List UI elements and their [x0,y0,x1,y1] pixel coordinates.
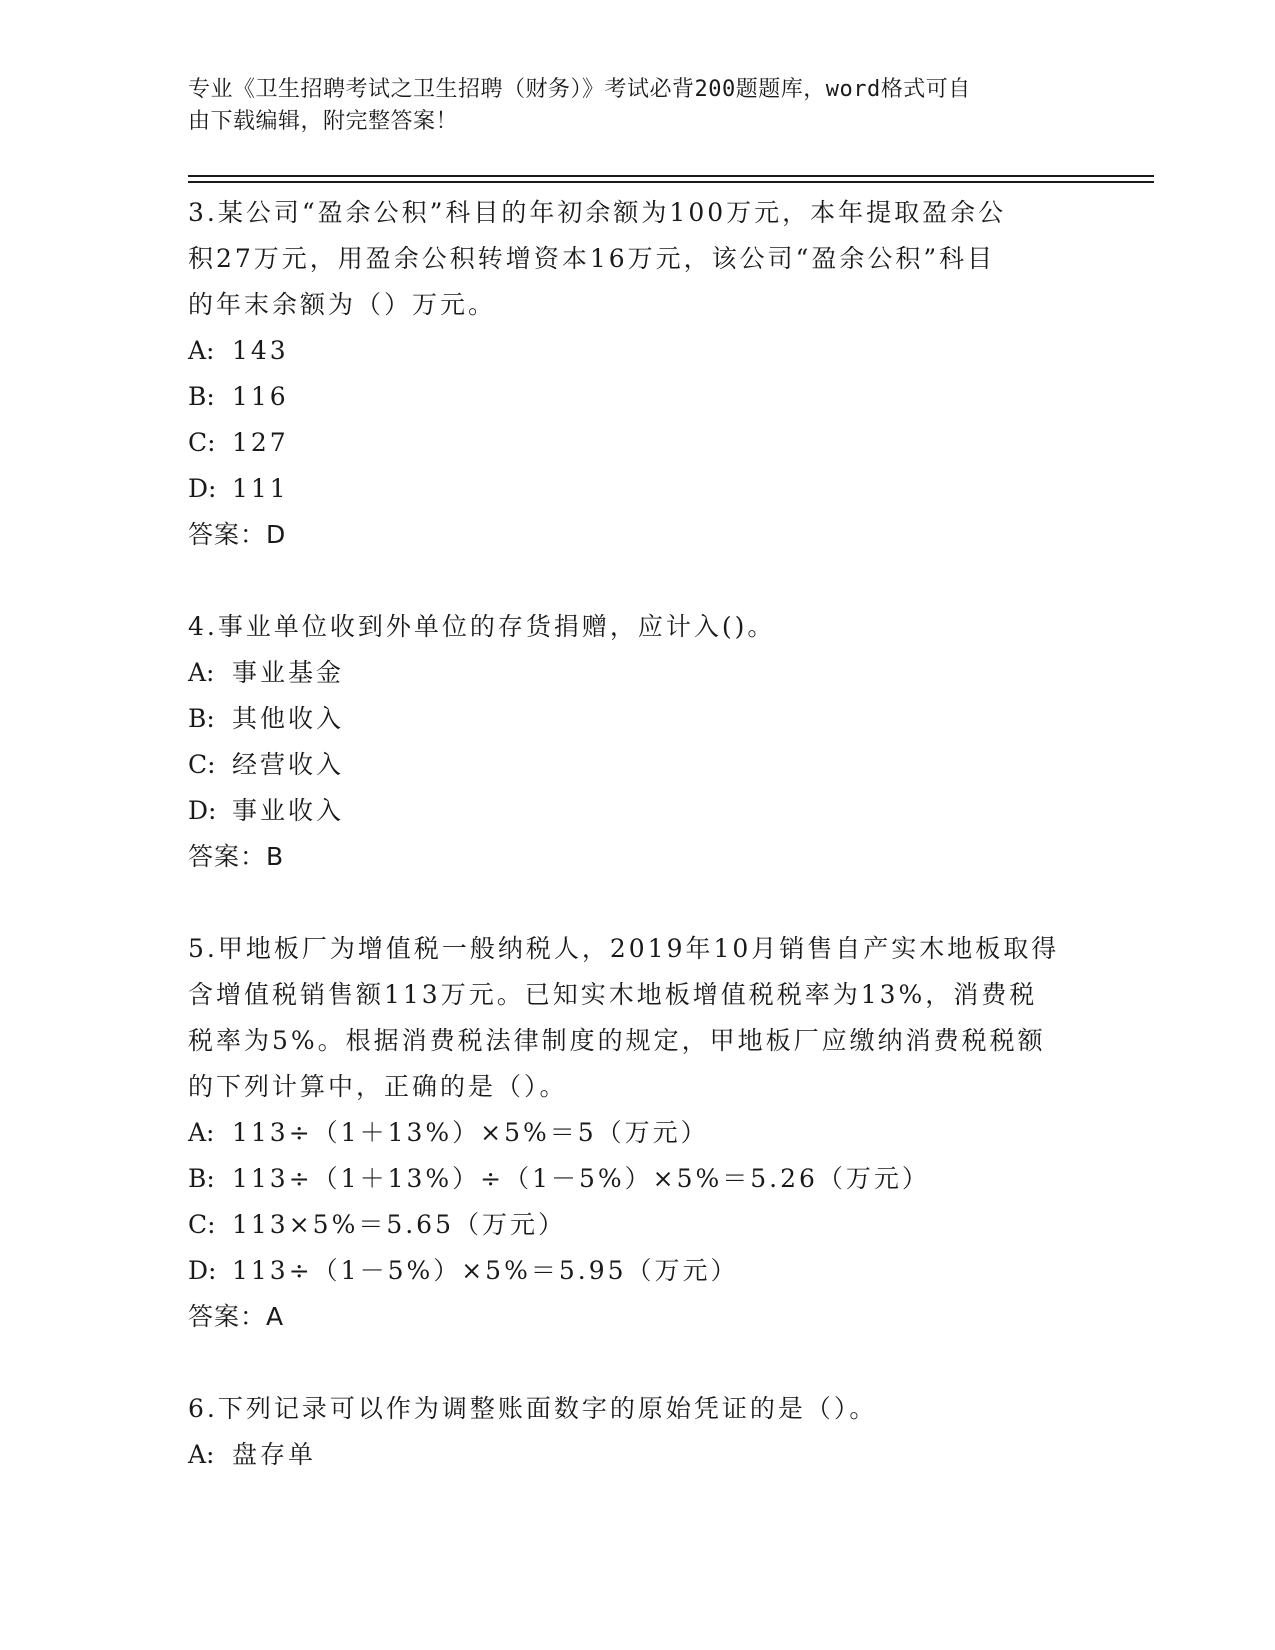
header-divider-top [188,175,1154,177]
option-text: 143 [232,336,289,365]
answer-line: 答案：A [188,1302,285,1331]
option-d [188,466,1088,512]
option-key: B: [188,704,215,733]
question-stem-line: 税率为5%。根据消费税法律制度的规定，甲地板厂应缴纳消费税税额 [188,1026,1046,1055]
question-stem-line: 的年末余额为（）万元。 [188,290,497,319]
answer-line: 答案：D [188,520,287,549]
question-list [188,190,1088,1478]
spacer [188,1340,1088,1386]
option-b [188,696,1088,742]
option-key: B: [188,1164,215,1193]
spacer [188,880,1088,926]
option-d [188,788,1088,834]
option-text: 111 [232,474,289,503]
option-c [188,1202,1088,1248]
option-text: 事业基金 [232,658,345,687]
option-key: A: [188,1440,215,1469]
header-line-2: 由下载编辑，附完整答案！ [188,109,459,134]
answer-line: 答案：B [188,842,285,871]
option-text: 盘存单 [232,1440,317,1469]
header-line-1: 专业《卫生招聘考试之卫生招聘（财务）》考试必背200题题库，word格式可自 [188,77,971,102]
option-key: D: [188,474,217,503]
option-key: D: [188,1256,217,1285]
option-text: 127 [232,428,289,457]
option-text: 113÷（1＋13%）÷（1－5%）×5%＝5.26（万元） [232,1164,930,1193]
option-a [188,328,1088,374]
option-key: A: [188,658,215,687]
option-key: C: [188,428,216,457]
question-3 [188,190,1088,558]
question-stem-line: 3.某公司“盈余公积”科目的年初余额为100万元，本年提取盈余公 [188,198,1007,227]
question-stem-line: 的下列计算中，正确的是（）。 [188,1072,568,1101]
option-text: 116 [232,382,289,411]
question-stem-line: 积27万元，用盈余公积转增资本16万元，该公司“盈余公积”科目 [188,244,996,273]
question-stem-line: 含增值税销售额113万元。已知实木地板增值税税率为13%，消费税 [188,980,1038,1009]
option-d [188,1248,1088,1294]
question-5 [188,926,1088,1340]
option-text: 113×5%＝5.65（万元） [232,1210,566,1239]
option-a [188,1432,1088,1478]
option-text: 事业收入 [232,796,345,825]
option-key: C: [188,750,216,779]
option-b [188,374,1088,420]
option-text: 113÷（1＋13%）×5%＝5（万元） [232,1118,709,1147]
option-b [188,1156,1088,1202]
option-text: 其他收入 [232,704,345,733]
question-stem-line: 5.甲地板厂为增值税一般纳税人，2019年10月销售自产实木地板取得 [188,934,1060,963]
option-key: A: [188,336,215,365]
option-c [188,742,1088,788]
question-stem-line: 4.事业单位收到外单位的存货捐赠，应计入()。 [188,612,776,641]
option-key: D: [188,796,217,825]
question-6 [188,1386,1088,1478]
option-a [188,650,1088,696]
option-c [188,420,1088,466]
question-4 [188,604,1088,880]
option-key: B: [188,382,215,411]
option-key: C: [188,1210,216,1239]
option-text: 113÷（1－5%）×5%＝5.95（万元） [232,1256,739,1285]
option-key: A: [188,1118,215,1147]
question-stem-line: 6.下列记录可以作为调整账面数字的原始凭证的是（）。 [188,1394,878,1423]
option-a [188,1110,1088,1156]
spacer [188,558,1088,604]
option-text: 经营收入 [232,750,345,779]
header-divider-bottom [188,181,1154,183]
document-header [188,74,1088,138]
